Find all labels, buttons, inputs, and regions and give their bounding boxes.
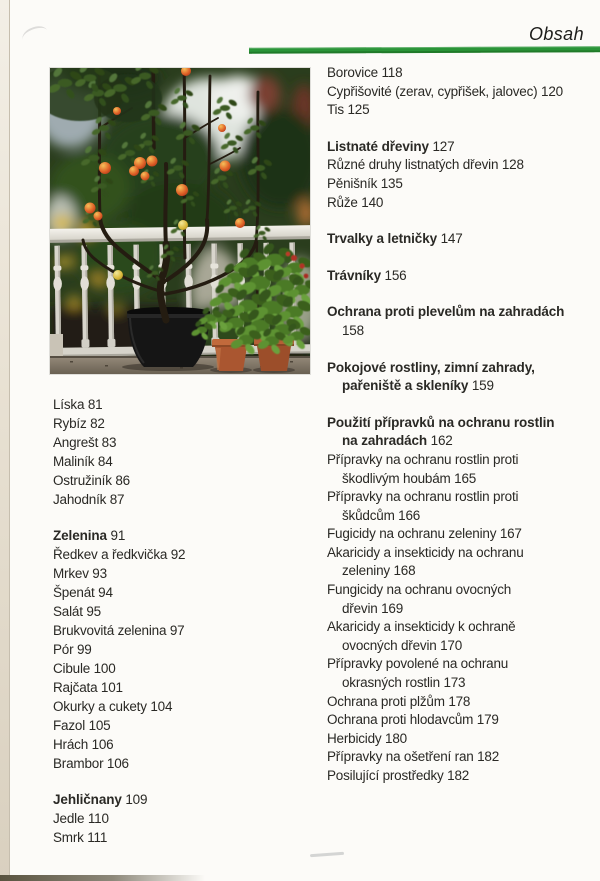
toc-entry	[53, 659, 305, 678]
page-number: 182	[443, 768, 470, 783]
page-number: 162	[427, 433, 453, 449]
toc-right-column	[327, 64, 599, 786]
toc-line: dřevin 169	[342, 600, 404, 616]
page-number: 140	[357, 194, 384, 210]
toc-section	[327, 414, 599, 786]
toc-line: Angrešt 83	[53, 435, 117, 450]
toc-entry	[53, 809, 305, 828]
accent-rule	[249, 46, 600, 54]
page-number: 135	[377, 175, 403, 191]
toc-heading	[53, 790, 305, 809]
page-number: 109	[121, 792, 148, 807]
page-number: 106	[88, 737, 114, 752]
toc-heading	[327, 414, 599, 451]
toc-line: Tis 125	[327, 102, 370, 118]
toc-entry	[53, 545, 305, 564]
page-number: 118	[377, 65, 403, 80]
toc-entry	[327, 488, 599, 525]
page-number: 120	[537, 83, 563, 99]
page-number: 110	[84, 811, 109, 826]
toc-line: Přípravky na ošetření ran 182	[327, 749, 500, 765]
toc-line: na zahradách 162	[342, 433, 453, 449]
toc-entry	[327, 693, 599, 712]
toc-line: Ostružiník 86	[53, 473, 130, 488]
toc-line: Přípravky na ochranu rostlin proti	[327, 451, 519, 467]
toc-line: Přípravky povolené na ochranu	[327, 656, 509, 672]
toc-entry	[53, 414, 305, 433]
toc-section	[327, 230, 599, 249]
toc-line: Salát 95	[53, 604, 101, 619]
pencil-mark	[20, 23, 50, 47]
toc-line: Fugicidy na ochranu zeleniny 167	[327, 526, 522, 542]
toc-entry	[327, 451, 599, 488]
toc-entry	[53, 716, 305, 735]
toc-entry	[53, 828, 305, 847]
toc-entry	[53, 640, 305, 659]
toc-entry	[327, 156, 599, 175]
toc-line: škodlivým houbám 165	[342, 470, 477, 486]
toc-entry	[53, 564, 305, 583]
toc-line: Jehličnany 109	[53, 792, 148, 807]
toc-line: Hrách 106	[53, 737, 114, 752]
toc-entry	[327, 83, 599, 102]
page-number: 87	[106, 492, 125, 507]
toc-entry	[327, 581, 599, 618]
smudge-mark	[310, 852, 344, 857]
toc-entry	[53, 602, 305, 621]
toc-line: Pěnišník 135	[327, 175, 403, 191]
toc-left-column	[53, 395, 305, 847]
toc-line: Cypřišovité (zerav, cypřišek, jalovec) 120	[327, 83, 563, 99]
page-number: 111	[83, 830, 108, 845]
toc-heading	[327, 138, 599, 157]
page-number: 167	[496, 526, 522, 542]
toc-line: Použití přípravků na ochranu rostlin	[327, 414, 555, 430]
page-number: 147	[437, 231, 463, 247]
page-number: 156	[381, 267, 407, 283]
toc-section	[327, 64, 599, 120]
page-number: 166	[394, 507, 421, 523]
page-number: 170	[436, 637, 463, 653]
toc-entry	[53, 583, 305, 602]
page-number: 91	[106, 528, 126, 543]
toc-entry	[53, 735, 305, 754]
page-number: 92	[167, 547, 186, 562]
toc-entry	[327, 544, 599, 581]
toc-entry	[53, 697, 305, 716]
page-number: 165	[450, 470, 477, 486]
toc-entry	[53, 395, 305, 414]
toc-entry	[53, 433, 305, 452]
page-number: 104	[146, 699, 173, 714]
toc-line: Různé druhy listnatých dřevin 128	[327, 157, 524, 173]
toc-section	[327, 303, 599, 340]
page-number: 81	[84, 397, 103, 412]
toc-line: Listnaté dřeviny 127	[327, 138, 455, 154]
toc-section	[327, 267, 599, 286]
toc-heading	[327, 303, 599, 340]
toc-line: Jahodník 87	[53, 492, 125, 507]
toc-section	[53, 790, 305, 847]
toc-entry	[327, 655, 599, 692]
toc-entry	[327, 175, 599, 194]
toc-line: okrasných rostlin 173	[342, 675, 466, 691]
toc-line: Brukvovitá zelenina 97	[53, 623, 185, 638]
toc-line: Rajčata 101	[53, 680, 123, 695]
toc-heading	[327, 359, 599, 396]
toc-line: Líska 81	[53, 397, 103, 412]
toc-line: zeleniny 168	[342, 563, 416, 579]
toc-heading	[327, 230, 599, 249]
toc-entry	[327, 101, 599, 120]
page-title: Obsah	[528, 24, 584, 44]
toc-line: Ředkev a ředkvička 92	[53, 547, 186, 562]
page-number: 127	[428, 138, 455, 154]
toc-line: Pór 99	[53, 642, 92, 657]
toc-entry	[327, 525, 599, 544]
toc-entry	[53, 678, 305, 697]
toc-entry	[327, 767, 599, 786]
page-number: 95	[82, 604, 101, 619]
page-number: 180	[381, 730, 407, 746]
page-number: 128	[498, 157, 524, 173]
toc-entry	[53, 621, 305, 640]
toc-entry	[327, 194, 599, 213]
toc-line: škůdcům 166	[342, 507, 421, 523]
toc-entry	[53, 471, 305, 490]
toc-line: Fazol 105	[53, 718, 111, 733]
toc-entry	[53, 490, 305, 509]
page-number: 182	[473, 749, 500, 765]
toc-line: Růže 140	[327, 194, 384, 210]
page-number: 169	[377, 600, 404, 616]
toc-line: Maliník 84	[53, 454, 113, 469]
toc-line: Ochrana proti hlodavcům 179	[327, 712, 499, 728]
toc-line: Akaricidy a insekticidy k ochraně	[327, 619, 516, 635]
page-number: 99	[73, 642, 92, 657]
toc-line: Jedle 110	[53, 811, 109, 826]
page-number: 83	[98, 435, 117, 450]
toc-section	[53, 526, 305, 773]
toc-line: Zelenina 91	[53, 528, 126, 543]
page-number: 82	[86, 416, 105, 431]
toc-line: Brambor 106	[53, 756, 129, 771]
toc-heading	[327, 267, 599, 286]
page-number: 173	[439, 675, 466, 691]
toc-entry	[327, 711, 599, 730]
toc-line: Trávníky 156	[327, 267, 407, 283]
toc-entry	[327, 748, 599, 767]
toc-line	[327, 322, 599, 341]
toc-line: Rybíz 82	[53, 416, 105, 431]
toc-line: Přípravky na ochranu rostlin proti	[327, 489, 519, 505]
toc-entry	[327, 618, 599, 655]
toc-line: Herbicidy 180	[327, 730, 407, 746]
page-number: 94	[94, 585, 113, 600]
toc-line: Akaricidy a insekticidy na ochranu	[327, 544, 524, 560]
toc-line: ovocných dřevin 170	[342, 637, 463, 653]
page-number: 101	[97, 680, 123, 695]
toc-line: Posilující prostředky 182	[327, 768, 470, 783]
toc-entry	[53, 754, 305, 773]
toc-line: Ochrana proti plžům 178	[327, 693, 471, 709]
toc-section	[53, 395, 305, 509]
toc-entry	[327, 64, 599, 83]
toc-line: Trvalky a letničky 147	[327, 231, 463, 247]
page-number: 179	[473, 712, 499, 728]
page-number: 105	[85, 718, 111, 733]
page-number: 86	[111, 473, 130, 488]
page-number: 97	[166, 623, 185, 638]
toc-section	[327, 138, 599, 212]
toc-entry	[327, 730, 599, 749]
page-number: 178	[444, 693, 471, 709]
toc-heading	[53, 526, 305, 545]
toc-line: Borovice 118	[327, 65, 403, 80]
toc-entry	[53, 452, 305, 471]
page-edge-shadow	[0, 0, 10, 881]
toc-section	[327, 359, 599, 396]
apple-tree-photo	[50, 68, 310, 374]
toc-line: pařeniště a skleníky 159	[342, 378, 494, 394]
toc-line: Mrkev 93	[53, 566, 107, 581]
toc-line: Špenát 94	[53, 585, 113, 600]
page-number: 100	[90, 661, 116, 676]
page-number: 84	[94, 454, 113, 469]
toc-line: Fungicidy na ochranu ovocných	[327, 582, 512, 598]
toc-line: Cibule 100	[53, 661, 116, 676]
toc-line: Ochrana proti plevelům na zahradách	[327, 304, 565, 320]
page-number: 159	[468, 378, 494, 394]
page-number: 168	[389, 563, 416, 579]
page-number: 106	[103, 756, 129, 771]
toc-line: Pokojové rostliny, zimní zahrady,	[327, 359, 535, 375]
toc-line: Smrk 111	[53, 830, 108, 845]
toc-line: Okurky a cukety 104	[53, 699, 173, 714]
page-number: 125	[343, 102, 370, 118]
page-number: 158	[342, 322, 364, 338]
page-number: 93	[88, 566, 107, 581]
page-bottom-shadow	[0, 875, 205, 881]
